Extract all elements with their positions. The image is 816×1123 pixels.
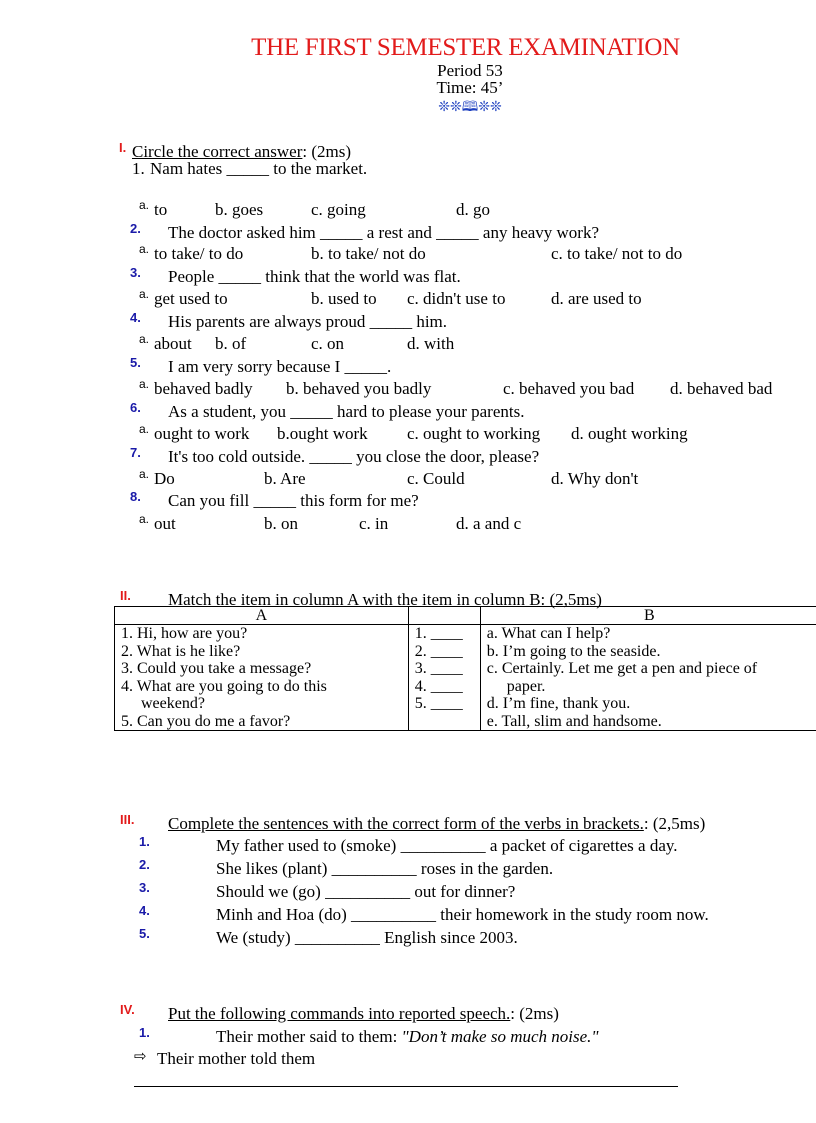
question-text: The doctor asked him _____ a rest and _____ any heavy work? xyxy=(168,223,600,242)
section-1-roman: I. xyxy=(119,140,127,155)
option-d: d. behaved bad xyxy=(670,379,773,398)
option-a-mark: a. xyxy=(139,422,150,436)
item-text: My father used to (smoke) __________ a packet of cigarettes a day. xyxy=(216,836,678,855)
question-number: 7. xyxy=(130,445,141,460)
option-c: c. on xyxy=(311,334,345,353)
question-text: Nam hates _____ to the market. xyxy=(150,159,368,178)
answer-blanks[interactable] xyxy=(408,625,480,731)
answer-blank[interactable]: 4. ____ xyxy=(414,677,463,695)
question-text: His parents are always proud _____ him. xyxy=(168,312,448,331)
item-text: We (study) __________ English since 2003. xyxy=(216,928,518,947)
item-number: 1. xyxy=(139,834,150,849)
option-a: ought to work xyxy=(154,424,250,443)
question-text: I am very sorry because I _____. xyxy=(168,357,392,376)
answer-blank[interactable]: 5. ____ xyxy=(414,695,463,712)
time-label: Time: 45’ xyxy=(436,78,504,97)
option-b: b. Are xyxy=(264,469,306,488)
item-number: 3. xyxy=(139,880,150,895)
item-number: 5. xyxy=(139,926,150,941)
column-a-items: 1. Hi, how are you? 2. What is he like? 3. Could you take a message? 4. What are you going to do this weekend? 5. Can you do me a favor? xyxy=(115,625,409,731)
option-a: get used to xyxy=(154,289,228,308)
option-b: b.ought work xyxy=(277,424,368,443)
item-text: Should we (go) __________ out for dinner? xyxy=(216,882,516,901)
option-d: d. ought working xyxy=(571,424,688,443)
matching-table xyxy=(114,606,816,731)
option-a-mark: a. xyxy=(139,467,150,481)
exam-title: THE FIRST SEMESTER EXAMINATION xyxy=(251,34,680,61)
arrow-right-icon: ⇨ xyxy=(134,1047,147,1065)
option-a-mark: a. xyxy=(139,377,150,391)
answer-blank[interactable]: 1. ____ xyxy=(414,625,463,642)
column-b-items: a. What can I help? b. I’m going to the seaside. c. Certainly. Let me get a pen and piece of paper. d. I’m fine, thank you. e. Tall, slim and handsome. xyxy=(480,625,816,731)
option-a: out xyxy=(154,514,176,533)
question-text: Can you fill _____ this form for me? xyxy=(168,491,419,510)
column-b-header: B xyxy=(480,607,816,625)
question-text: People _____ think that the world was flat. xyxy=(168,267,461,286)
question-number: 5. xyxy=(130,355,141,370)
answer-blank[interactable]: 2. ____ xyxy=(414,642,463,660)
option-b: b. used to xyxy=(311,289,377,308)
question-text: It's too cold outside. _____ you close the door, please? xyxy=(168,447,540,466)
option-a: to xyxy=(154,200,168,219)
item-number: 1. xyxy=(139,1025,150,1040)
section-1-instruction: Circle the correct answer: (2ms) xyxy=(132,142,352,161)
section-4-instruction: Put the following commands into reported speech.: (2ms) xyxy=(168,1004,559,1023)
option-a-mark: a. xyxy=(139,512,150,526)
question-number: 6. xyxy=(130,400,141,415)
answer-line[interactable] xyxy=(134,1086,678,1087)
option-a: Do xyxy=(154,469,175,488)
option-d: d. are used to xyxy=(551,289,642,308)
option-c: c. in xyxy=(359,514,389,533)
option-b: b. goes xyxy=(215,200,264,219)
option-b: b. behaved you badly xyxy=(286,379,432,398)
option-a-mark: a. xyxy=(139,332,150,346)
question-text: As a student, you _____ hard to please your parents. xyxy=(168,402,525,421)
section-2-instruction: Match the item in column A with the item in column B: (2,5ms) xyxy=(168,590,602,609)
question-number: 1. xyxy=(132,159,145,178)
option-d: d. Why don't xyxy=(551,469,639,488)
item-text: Minh and Hoa (do) __________ their homework in the study room now. xyxy=(216,905,709,924)
item-number: 2. xyxy=(139,857,150,872)
answer-start: Their mother told them xyxy=(157,1049,316,1068)
option-a: about xyxy=(154,334,192,353)
option-b: b. on xyxy=(264,514,298,533)
option-d: d. go xyxy=(456,200,490,219)
question-number: 3. xyxy=(130,265,141,280)
option-c: c. to take/ not to do xyxy=(551,244,683,263)
option-c: c. going xyxy=(311,200,366,219)
column-a-header: A xyxy=(115,607,409,625)
option-c: c. Could xyxy=(407,469,465,488)
section-3-roman: III. xyxy=(120,812,135,827)
option-a-mark: a. xyxy=(139,242,150,256)
option-d: d. with xyxy=(407,334,455,353)
section-2-roman: II. xyxy=(120,588,131,603)
option-d: d. a and c xyxy=(456,514,522,533)
option-a-mark: a. xyxy=(139,287,150,301)
option-a: behaved badly xyxy=(154,379,253,398)
option-b: b. to take/ not do xyxy=(311,244,426,263)
question-number: 4. xyxy=(130,310,141,325)
section-3-instruction: Complete the sentences with the correct form of the verbs in brackets.: (2,5ms) xyxy=(168,814,706,833)
option-c: c. behaved you bad xyxy=(503,379,635,398)
option-b: b. of xyxy=(215,334,247,353)
quoted-speech: "Don’t make so much noise." xyxy=(401,1027,599,1046)
question-number: 2. xyxy=(130,221,141,236)
period-label: Period 53 xyxy=(437,61,503,80)
item-text: She likes (plant) __________ roses in the garden. xyxy=(216,859,554,878)
question-number: 8. xyxy=(130,489,141,504)
option-c: c. ought to working xyxy=(407,424,541,443)
option-c: c. didn't use to xyxy=(407,289,506,308)
option-a-mark: a. xyxy=(139,198,150,212)
ornament-divider: ❊❊🕮❊❊ xyxy=(438,100,502,115)
option-a: to take/ to do xyxy=(154,244,244,263)
item-number: 4. xyxy=(139,903,150,918)
answer-blank[interactable]: 3. ____ xyxy=(414,660,463,677)
item-text: Their mother said to them: "Don’t make so much noise." xyxy=(216,1027,599,1046)
section-4-roman: IV. xyxy=(120,1002,135,1017)
